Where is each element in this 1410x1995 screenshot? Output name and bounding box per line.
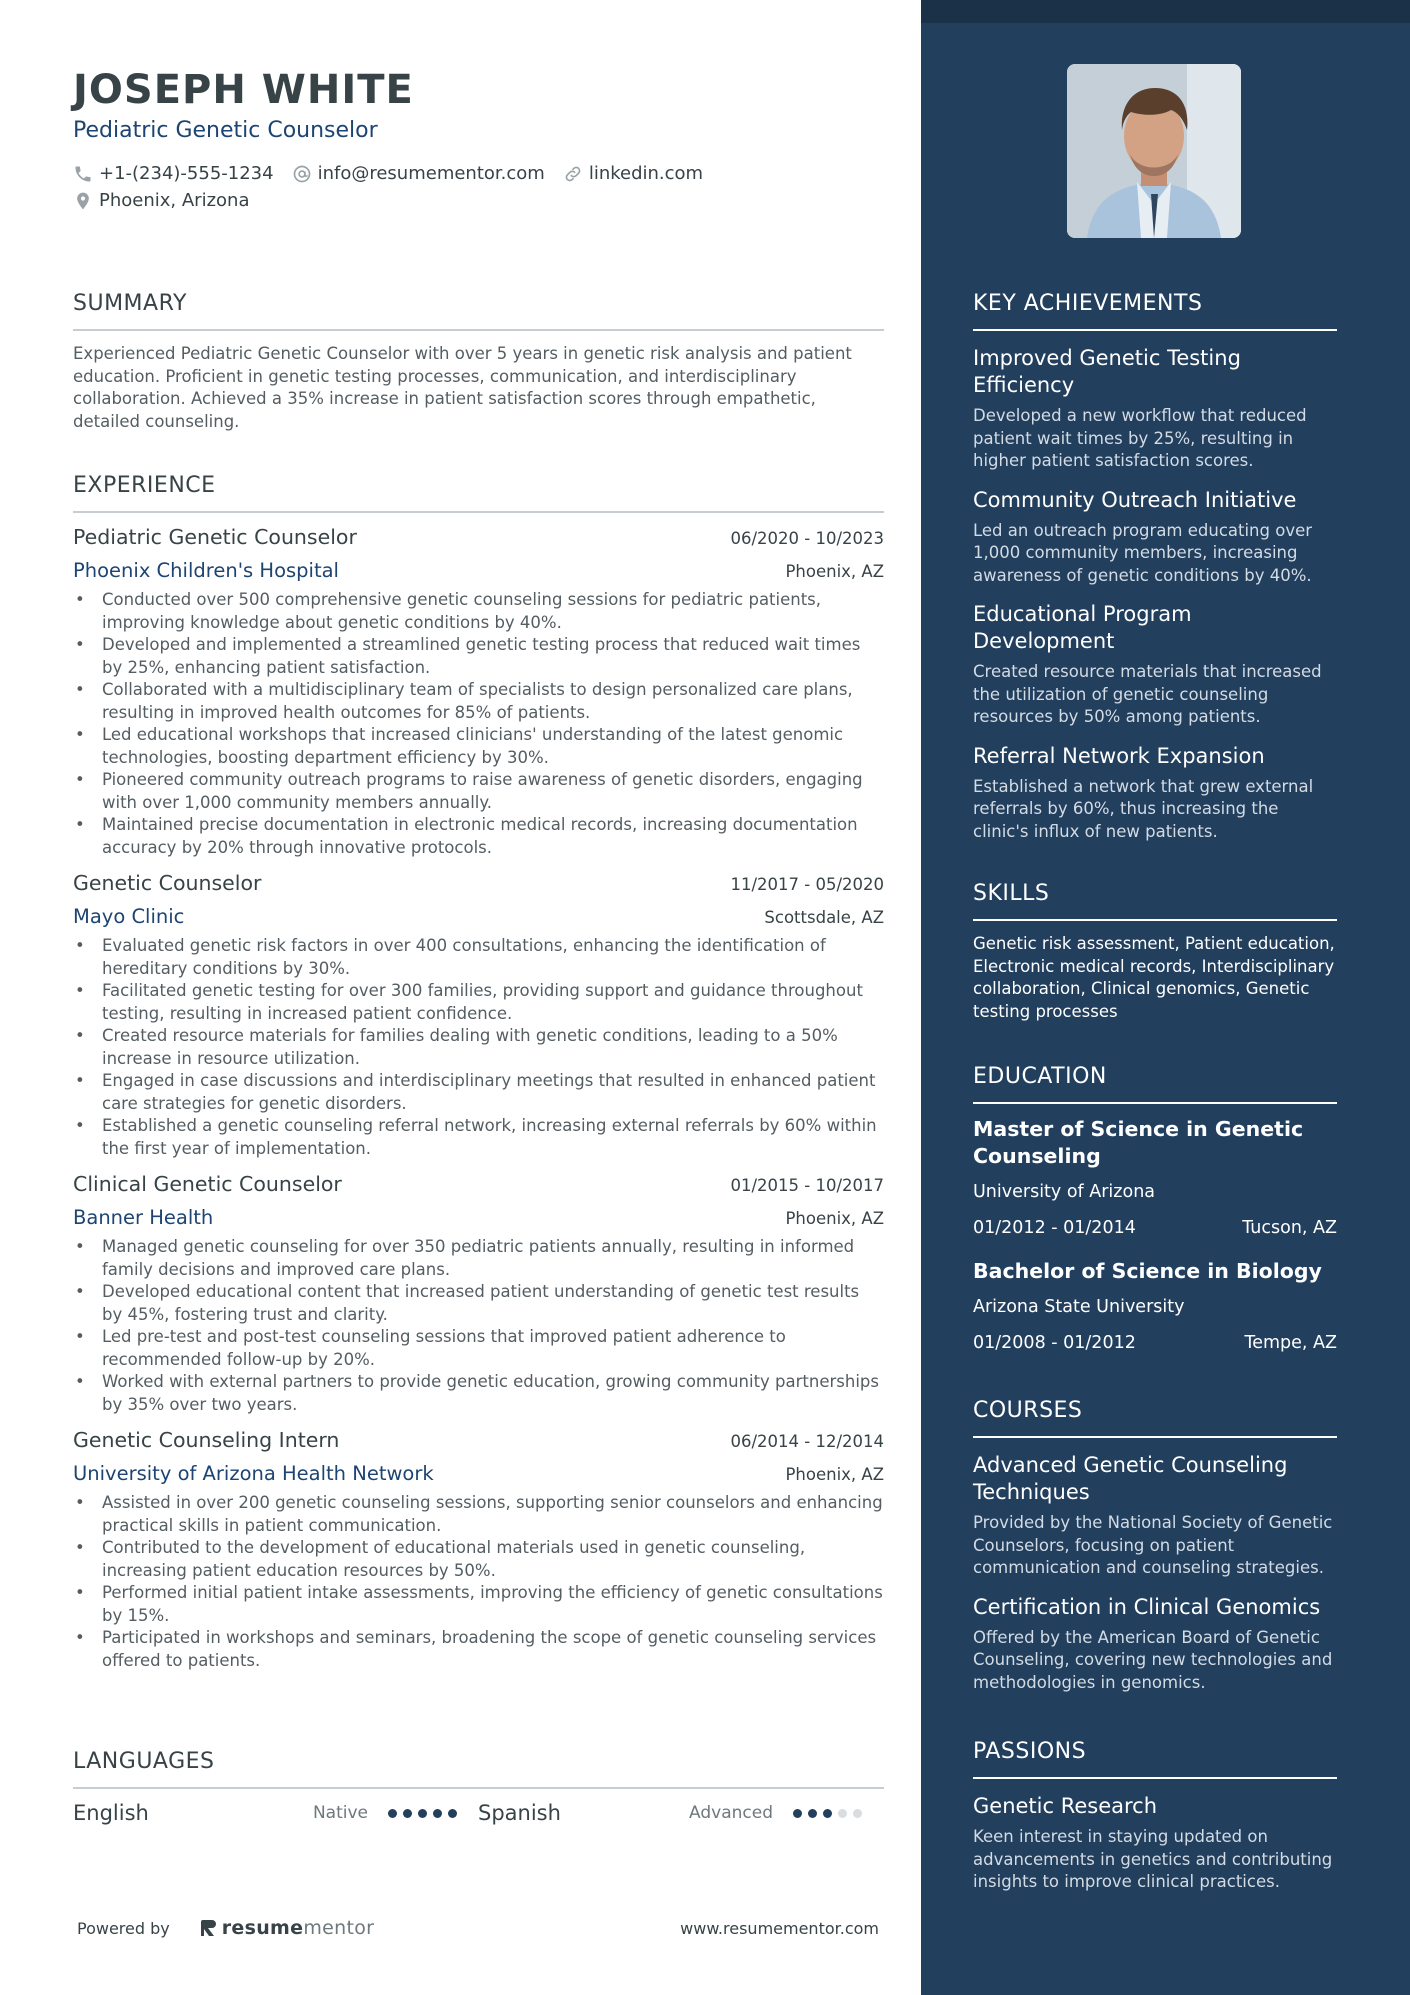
job-role: Genetic Counselor — [73, 871, 262, 895]
bullet-item: • Led pre-test and post-test counseling sessions that improved patient adherence to recommended follow-up by 20%. — [73, 1326, 884, 1371]
bullet-item: • Facilitated genetic testing for over 300 families, providing support and guidance throughout testing, resulting in increased patient confidence. — [73, 980, 884, 1025]
powered-by-label: Powered by — [77, 1918, 170, 1938]
job-dates: 11/2017 - 05/2020 — [730, 875, 884, 894]
course-title: Advanced Genetic Counseling Techniques — [973, 1453, 1288, 1504]
edu-dates: 01/2012 - 01/2014 — [973, 1218, 1136, 1238]
job-company: Phoenix Children's Hospital — [73, 559, 339, 582]
job-location: Phoenix, AZ — [785, 1209, 884, 1228]
language-level: Advanced — [689, 1803, 773, 1823]
achievement-title: Improved Genetic Testing Efficiency — [973, 346, 1241, 397]
skills-section — [973, 879, 1337, 1023]
edu-location: Tucson, AZ — [1242, 1218, 1337, 1238]
section-divider — [73, 511, 884, 513]
achievement-title: Community Outreach Initiative — [973, 487, 1297, 512]
course-text: Provided by the National Society of Genetic Counselors, focusing on patient communication and counseling strategies. — [973, 1513, 1333, 1577]
proficiency-dots — [388, 1809, 463, 1818]
job-entry — [73, 1428, 884, 1672]
bullet-item: • Collaborated with a multidisciplinary team of specialists to design personalized care plans, resulting in improved health outcomes for 85% of patients. — [73, 679, 884, 724]
bullet-item: • Established a genetic counseling referral network, increasing external referrals by 60% within the first year of implementation. — [73, 1115, 884, 1160]
achievement-text: Developed a new workflow that reduced patient wait times by 25%, resulting in higher patient satisfaction scores. — [973, 406, 1307, 470]
proficiency-dot-filled — [433, 1809, 442, 1818]
job-role: Pediatric Genetic Counselor — [73, 525, 357, 549]
job-bullets — [73, 1236, 884, 1416]
courses-section — [973, 1396, 1337, 1694]
brand-name-bold: resume — [221, 1917, 304, 1939]
bullet-item: • Performed initial patient intake assessments, improving the efficiency of genetic consultations by 15%. — [73, 1582, 884, 1627]
bullet-item: • Engaged in case discussions and interdisciplinary meetings that resulted in enhanced patient care strategies for genetic disorders. — [73, 1070, 884, 1115]
summary-heading: SUMMARY — [73, 291, 187, 316]
bullet-item: • Conducted over 500 comprehensive genetic counseling sessions for pediatric patients, improving knowledge about genetic conditions by 40%. — [73, 589, 884, 634]
job-location: Phoenix, AZ — [785, 562, 884, 581]
section-divider — [73, 329, 884, 331]
job-role: Clinical Genetic Counselor — [73, 1172, 342, 1196]
bullet-item: • Maintained precise documentation in electronic medical records, increasing documentation accuracy by 20% through innovative protocols. — [73, 814, 884, 859]
skills-heading: SKILLS — [973, 881, 1050, 906]
section-divider — [973, 329, 1337, 331]
location-pin-icon — [73, 191, 93, 211]
contact-email[interactable] — [292, 163, 545, 184]
job-bullets — [73, 935, 884, 1160]
experience-heading: EXPERIENCE — [73, 473, 216, 498]
achievement-text: Established a network that grew external referrals by 60%, thus increasing the clinic's influx of new patients. — [973, 776, 1314, 841]
proficiency-dot-empty — [853, 1809, 862, 1818]
passion-title: Genetic Research — [973, 1794, 1158, 1818]
passions-section — [973, 1737, 1337, 1894]
at-icon — [292, 164, 312, 184]
job-bullets — [73, 1492, 884, 1672]
job-role: Genetic Counseling Intern — [73, 1428, 340, 1452]
location-text: Phoenix, Arizona — [99, 190, 250, 211]
bullet-item: • Developed and implemented a streamlined genetic testing process that reduced wait times by 25%, enhancing patient satisfaction. — [73, 634, 884, 679]
achievement-title: Educational Program Development — [973, 602, 1192, 653]
brand-logo[interactable] — [200, 1917, 375, 1939]
section-divider — [973, 1102, 1337, 1104]
bullet-item: • Contributed to the development of educational materials used in genetic counseling, increasing patient education resources by 50%. — [73, 1537, 884, 1582]
bullet-item: • Pioneered community outreach programs to raise awareness of genetic disorders, engaging with over 1,000 community members annually. — [73, 769, 884, 814]
course-title: Certification in Clinical Genomics — [973, 1594, 1321, 1619]
brand-name-light: mentor — [303, 1917, 375, 1939]
contact-linkedin[interactable] — [563, 163, 703, 184]
language-name: Spanish — [478, 1801, 561, 1825]
job-entry — [73, 525, 884, 859]
proficiency-dot-filled — [808, 1809, 817, 1818]
edu-degree: Bachelor of Science in Biology — [973, 1259, 1322, 1283]
job-company: Banner Health — [73, 1206, 214, 1229]
sidebar — [921, 0, 1410, 1995]
avatar — [1067, 64, 1241, 238]
section-divider — [73, 1787, 884, 1789]
proficiency-dot-filled — [793, 1809, 802, 1818]
summary-section — [73, 289, 884, 433]
proficiency-dot-empty — [838, 1809, 847, 1818]
job-location: Phoenix, AZ — [785, 1465, 884, 1484]
bullet-item: • Managed genetic counseling for over 350 pediatric patients annually, resulting in informed family decisions and improved care plans. — [73, 1236, 884, 1281]
email-text: info@resumementor.com — [317, 163, 545, 184]
achievement-title: Referral Network Expansion — [973, 743, 1265, 768]
education-section — [973, 1062, 1337, 1355]
bullet-item: • Assisted in over 200 genetic counseling sessions, supporting senior counselors and enhancing practical skills in patient communication. — [73, 1492, 884, 1537]
contact-location — [73, 190, 249, 211]
languages-section — [73, 1747, 884, 1827]
language-spanish — [478, 1801, 883, 1825]
achievement-text: Led an outreach program educating over 1,000 community members, increasing awareness of genetic conditions by 40%. — [973, 520, 1313, 585]
powered-by — [77, 1917, 374, 1939]
footer — [77, 1917, 879, 1939]
proficiency-dot-filled — [403, 1809, 412, 1818]
edu-location: Tempe, AZ — [1244, 1333, 1337, 1353]
bullet-item: • Worked with external partners to provide genetic education, growing community partnerships by 35% over two years. — [73, 1371, 884, 1416]
linkedin-text: linkedin.com — [588, 163, 704, 184]
brand-mark-icon — [200, 1918, 218, 1938]
proficiency-dots — [793, 1809, 868, 1818]
proficiency-dot-filled — [448, 1809, 457, 1818]
job-company: Mayo Clinic — [73, 905, 185, 928]
sidebar-top-bar — [921, 0, 1410, 23]
section-divider — [973, 1777, 1337, 1779]
language-level: Native — [312, 1803, 368, 1823]
summary-text: Experienced Pediatric Genetic Counselor with over 5 years in genetic risk analysis and patient education. Proficient in genetic testing processes, communication, and interdisciplinary collaboration. Achieved a 35% increase in patient satisfaction scores through empathetic, detailed counseling. — [73, 344, 852, 431]
profile-photo — [1067, 64, 1241, 238]
phone-icon — [73, 164, 93, 184]
proficiency-dot-filled — [388, 1809, 397, 1818]
job-dates: 06/2020 - 10/2023 — [730, 529, 884, 548]
job-company: University of Arizona Health Network — [73, 1462, 434, 1485]
link-icon — [563, 164, 583, 184]
bullet-item: • Participated in workshops and seminars, broadening the scope of genetic counseling services offered to patients. — [73, 1627, 884, 1672]
course-text: Offered by the American Board of Genetic Counseling, covering new technologies and methodologies in genomics. — [973, 1627, 1333, 1692]
job-entry — [73, 871, 884, 1160]
contact-info — [73, 160, 893, 214]
bullet-item: • Created resource materials for families dealing with genetic conditions, leading to a 50% increase in resource utilization. — [73, 1025, 884, 1070]
section-divider — [973, 1436, 1337, 1438]
passions-heading: PASSIONS — [973, 1739, 1087, 1764]
proficiency-dot-filled — [418, 1809, 427, 1818]
phone-text: +1-(234)-555-1234 — [99, 163, 274, 184]
achievement-text: Created resource materials that increased the utilization of genetic counseling resources by 50% among patients. — [973, 662, 1322, 726]
proficiency-dot-filled — [823, 1809, 832, 1818]
language-name: English — [73, 1801, 149, 1825]
experience-section — [73, 471, 884, 1672]
candidate-title: Pediatric Genetic Counselor — [73, 118, 378, 143]
website-link[interactable]: www.resumementor.com — [680, 1918, 879, 1938]
language-english — [73, 1801, 478, 1825]
achievements-section — [973, 289, 1337, 843]
contact-phone[interactable] — [73, 163, 274, 184]
job-dates: 01/2015 - 10/2017 — [730, 1176, 884, 1195]
achievements-heading: KEY ACHIEVEMENTS — [973, 291, 1203, 316]
bullet-item: • Evaluated genetic risk factors in over 400 consultations, enhancing the identification of hereditary conditions by 30%. — [73, 935, 884, 980]
job-entry — [73, 1172, 884, 1416]
passion-text: Keen interest in staying updated on advancements in genetics and contributing insights to improve clinical practices. — [973, 1827, 1333, 1891]
edu-school: Arizona State University — [973, 1297, 1185, 1317]
courses-heading: COURSES — [973, 1398, 1083, 1423]
bullet-item: • Led educational workshops that increased clinicians' understanding of the latest genomic technologies, boosting department efficiency by 30%. — [73, 724, 884, 769]
education-heading: EDUCATION — [973, 1064, 1107, 1089]
job-location: Scottsdale, AZ — [764, 908, 884, 927]
skills-text: Genetic risk assessment, Patient education, Electronic medical records, Interdisciplinary collaboration, Clinical genomics, Genetic testing processes — [973, 934, 1335, 1021]
edu-degree: Master of Science in Genetic Counseling — [973, 1117, 1304, 1168]
edu-school: University of Arizona — [973, 1182, 1156, 1202]
section-divider — [973, 919, 1337, 921]
job-bullets — [73, 589, 884, 859]
languages-heading: LANGUAGES — [73, 1749, 215, 1774]
edu-dates: 01/2008 - 01/2012 — [973, 1333, 1136, 1353]
bullet-item: • Developed educational content that increased patient understanding of genetic test results by 45%, fostering trust and clarity. — [73, 1281, 884, 1326]
job-dates: 06/2014 - 12/2014 — [730, 1432, 884, 1451]
candidate-name: JOSEPH WHITE — [73, 67, 414, 113]
